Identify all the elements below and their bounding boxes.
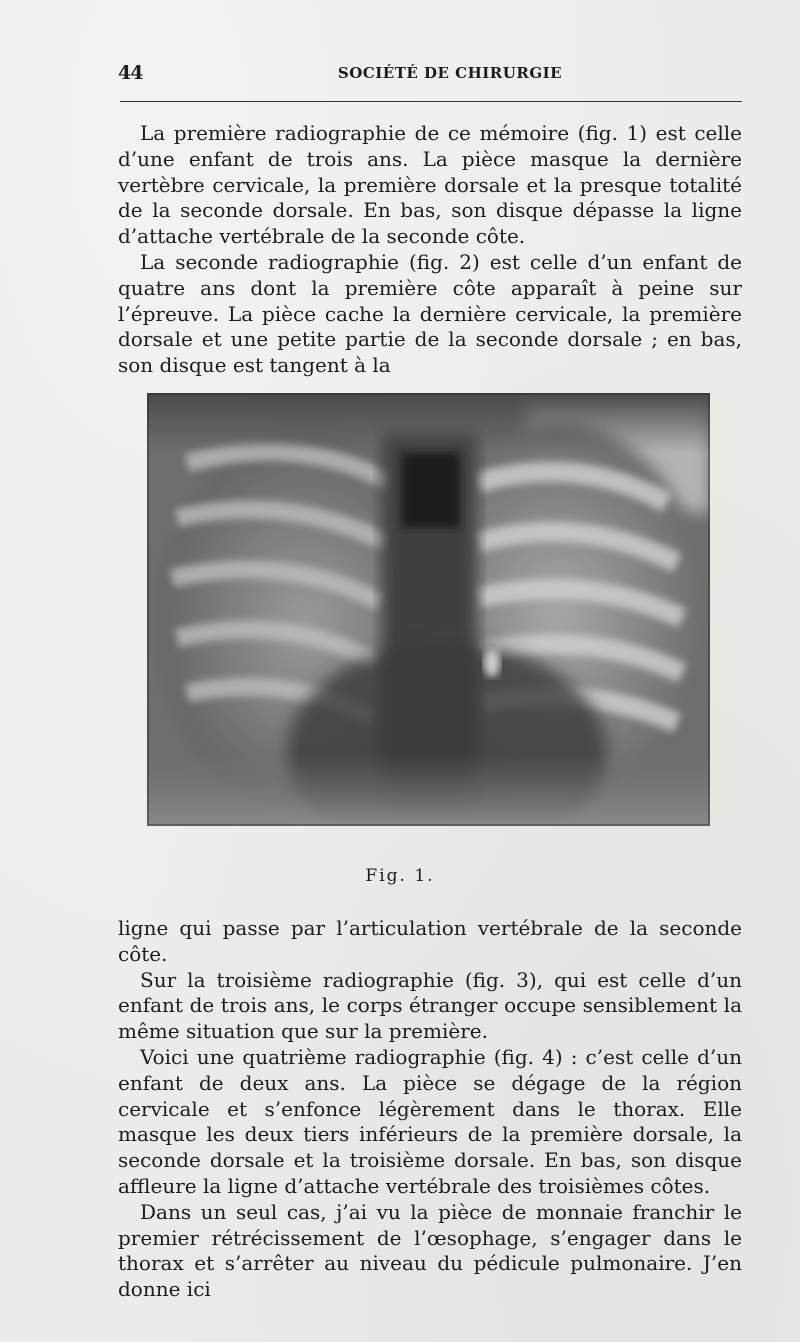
paragraph: Dans un seul cas, j’ai vu la pièce de monnaie franchir le premier rétrécissement de l’œsophage, s’engager dans le thorax et s’arrêter au niveau du pédicule pulmonaire. J’en donne ici — [118, 1199, 742, 1302]
figure-caption: Fig. 1. — [365, 866, 435, 886]
paragraph: La première radiographie de ce mémoire (fig. 1) est celle d’une enfant de trois ans. La pièce masque la dernière vertèbre cervicale, la première dorsale et la presque totalité de la seconde dorsale. En bas, son disque dépasse la ligne d’attache vertébrale de la seconde côte. — [118, 121, 742, 249]
page-number: 44 — [118, 62, 143, 84]
radiograph-image — [147, 393, 710, 826]
running-title: SOCIÉTÉ DE CHIRURGIE — [337, 64, 563, 82]
paragraph: Voici une quatrième radiographie (fig. 4) : c’est celle d’un enfant de deux ans. La pièce se dégage de la région cervicale et s’enfonce légèrement dans le thorax. Elle masque les deux tiers inférieurs de la première dorsale, la seconde dorsale et la troisième dorsale. En bas, son disque affleure la ligne d’attache vertébrale des troisièmes côtes. — [118, 1044, 742, 1198]
radiograph-figure — [147, 393, 710, 826]
header-rule — [120, 101, 742, 102]
paragraph: La seconde radiographie (fig. 2) est celle d’un enfant de quatre ans dont la première côte apparaît à peine sur l’épreuve. La pièce cache la dernière cervicale, la première dorsale et une petite partie de la seconde dorsale ; en bas, son disque est tangent à la — [118, 249, 742, 378]
running-head — [118, 62, 742, 86]
text-block-top — [118, 121, 742, 379]
paragraph: ligne qui passe par l’articulation vertébrale de la seconde côte. — [118, 916, 742, 966]
paragraph: Sur la troisième radiographie (fig. 3), qui est celle d’un enfant de trois ans, le corps étranger occupe sensiblement la même situation que sur la première. — [118, 967, 742, 1044]
text-block-bottom — [118, 916, 742, 1303]
